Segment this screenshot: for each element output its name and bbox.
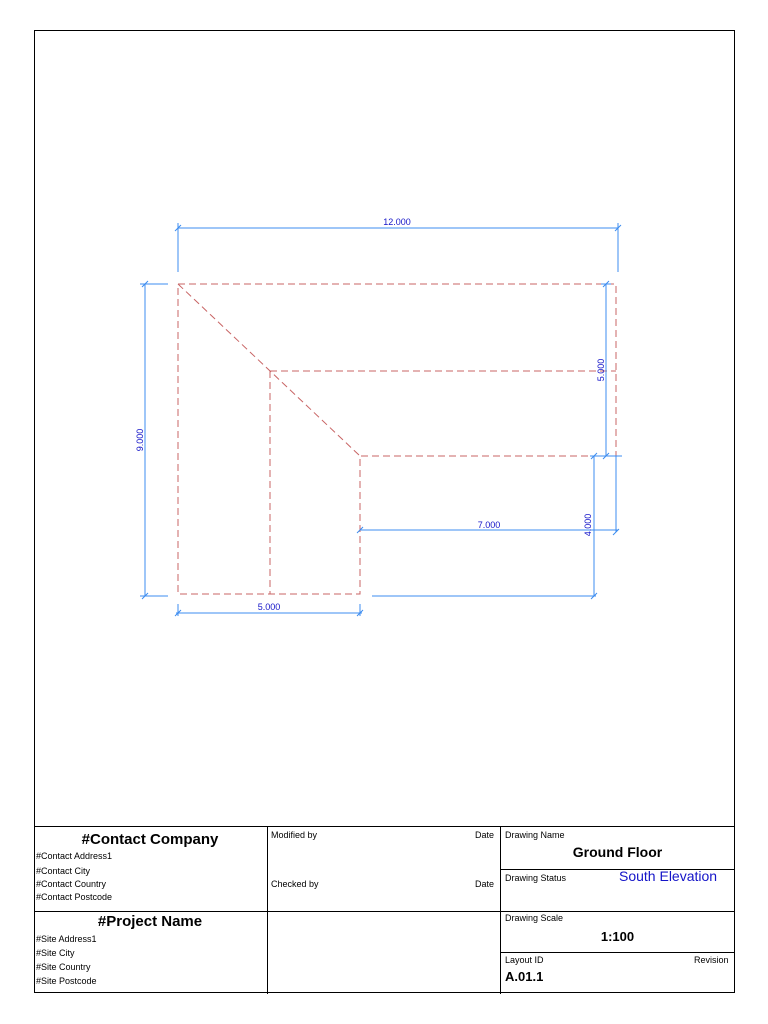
contact-country: #Contact Country	[36, 879, 107, 889]
revision-label: Revision	[694, 955, 729, 965]
contact-city: #Contact City	[36, 866, 91, 876]
title-divider-h-left	[34, 911, 500, 912]
dim-inner-label: 7.000	[477, 520, 501, 530]
layout-id-label: Layout ID	[505, 955, 544, 965]
outline-polyline	[178, 284, 616, 594]
site-address1: #Site Address1	[36, 934, 97, 944]
date-label-modified: Date	[475, 830, 495, 840]
checked-by-label: Checked by	[271, 879, 319, 889]
drawing-name-label: Drawing Name	[505, 830, 565, 840]
site-postcode: #Site Postcode	[36, 976, 97, 986]
dim-right-lower-label: 4.000	[583, 513, 593, 537]
modified-by-label: Modified by	[271, 830, 318, 840]
date-label-checked: Date	[475, 879, 495, 889]
drawing-status-value: South Elevation	[619, 868, 718, 884]
site-country: #Site Country	[36, 962, 91, 972]
drawing-status-label: Drawing Status	[505, 873, 567, 883]
project-name: #Project Name	[97, 913, 203, 930]
title-divider-h-right-2	[500, 911, 735, 912]
plan-outline	[178, 284, 616, 594]
title-block	[34, 826, 735, 993]
dimension-lines	[140, 223, 622, 616]
dim-top-label: 12.000	[383, 217, 411, 227]
contact-postcode: #Contact Postcode	[36, 892, 113, 902]
site-city: #Site City	[36, 948, 75, 958]
title-divider-h-right-3	[500, 952, 735, 953]
layout-id-value: A.01.1	[505, 969, 544, 984]
drawing-name-value: Ground Floor	[572, 844, 663, 860]
drawing-scale-value: 1:100	[600, 929, 635, 944]
dim-right-upper-label: 5.000	[596, 358, 606, 382]
diagonal-line	[178, 284, 360, 456]
dim-left-label: 9.000	[135, 428, 145, 452]
dim-bottom-label: 5.000	[257, 602, 281, 612]
contact-address1: #Contact Address1	[36, 851, 113, 861]
drawing-scale-label: Drawing Scale	[505, 913, 564, 923]
contact-company: #Contact Company	[81, 831, 219, 848]
